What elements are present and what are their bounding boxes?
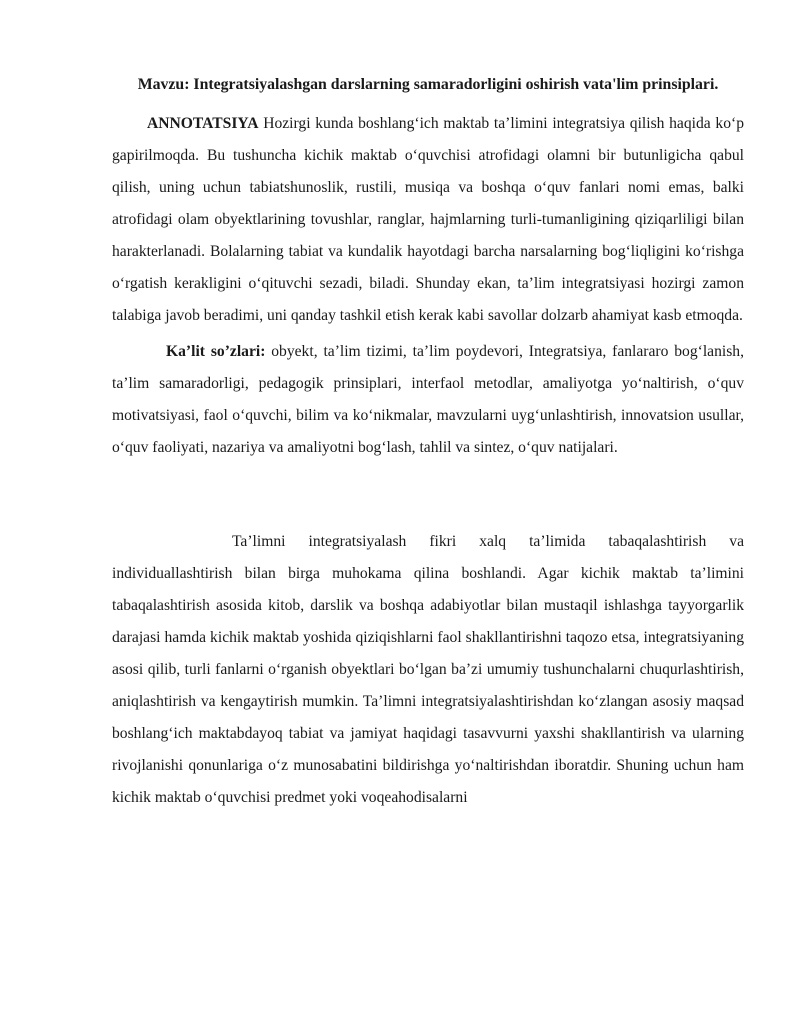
keywords-text: obyekt, ta’lim tizimi, ta’lim poydevori, Integratsiya, fanlararo bog‘lanish, ta’lim samaradorligi, pedagogik prinsiplari, interfaol metodlar, amaliyotga yo‘naltirish, o‘quv motivatsiyasi, faol o‘quvchi, bilim va ko‘nikmalar, mavzularni uyg‘unlashtirish, innovatsion usullar, o‘quv faoliyati, nazariya va amaliyotni bog‘lash, tahlil va sintez, o‘quv natijalari. [112, 343, 744, 456]
annotation-text: Hozirgi kunda boshlang‘ich maktab ta’limini integratsiya qilish haqida ko‘p gapirilmoqda. Bu tushuncha kichik maktab o‘quvchisi atrofidagi olamni bir butunligicha qabul qilish, uning uchun tabiatshunoslik, rustili, musiqa va boshqa o‘quv fanlari nomi emas, balki atrofidagi olam obyektlarining tovushlar, ranglar, hajmlarning turli-tumanligining qiziqarliligi bilan harakterlanadi. Bolalarning tabiat va kundalik hayotdagi barcha narsalarning bog‘liqligini ko‘rishga o‘rgatish kerakligini o‘qituvchi sezadi, biladi. Shunday ekan, ta’lim integratsiyasi hozirgi zamon talabiga javob beradimi, uni qanday tashkil etish kerak kabi savollar dolzarb ahamiyat kasb etmoqda. [112, 115, 744, 324]
document-title: Mavzu: Integratsiyalashgan darslarning samaradorligini oshirish vata'lim prinsiplari. [137, 76, 719, 93]
document-page [112, 68, 744, 814]
body-paragraph: Ta’limni integratsiyalash fikri xalq ta’limida tabaqalashtirish va individuallashtirish bilan birga muhokama qilina boshlandi. Agar kichik maktab ta’limini tabaqalashtirish asosida kitob, darslik va boshqa adabiyotlar bilan mustaqil ishlashga tayyorgarlik darajasi hamda kichik maktab yoshida qiziqishlarni faol shakllantirishni taqozo etsa, integratsiyaning asosi qilib, turli fanlarni o‘rganish obyektlari bo‘lgan ba’zi umumiy tushunchalarni chuqurlashtirish, aniqlashtirish va kengaytirish mumkin. Ta’limni integratsiyalashtirishdan ko‘zlangan asosiy maqsad boshlang‘ich maktabdayoq tabiat va jamiyat haqidagi tasavvurni yaxshi shakllantirish va ularning rivojlanishi qonunlariga o‘z munosabatini bildirishga yo‘naltirishdan iboratdir. Shuning uchun ham kichik maktab o‘quvchisi predmet yoki voqeahodisalarni [112, 533, 744, 806]
keywords-paragraph [112, 336, 744, 464]
annotation-paragraph [112, 108, 744, 332]
annotation-heading: ANNOTATSIYA [147, 115, 259, 132]
keywords-heading: Ka’lit so’zlari: [166, 343, 266, 360]
